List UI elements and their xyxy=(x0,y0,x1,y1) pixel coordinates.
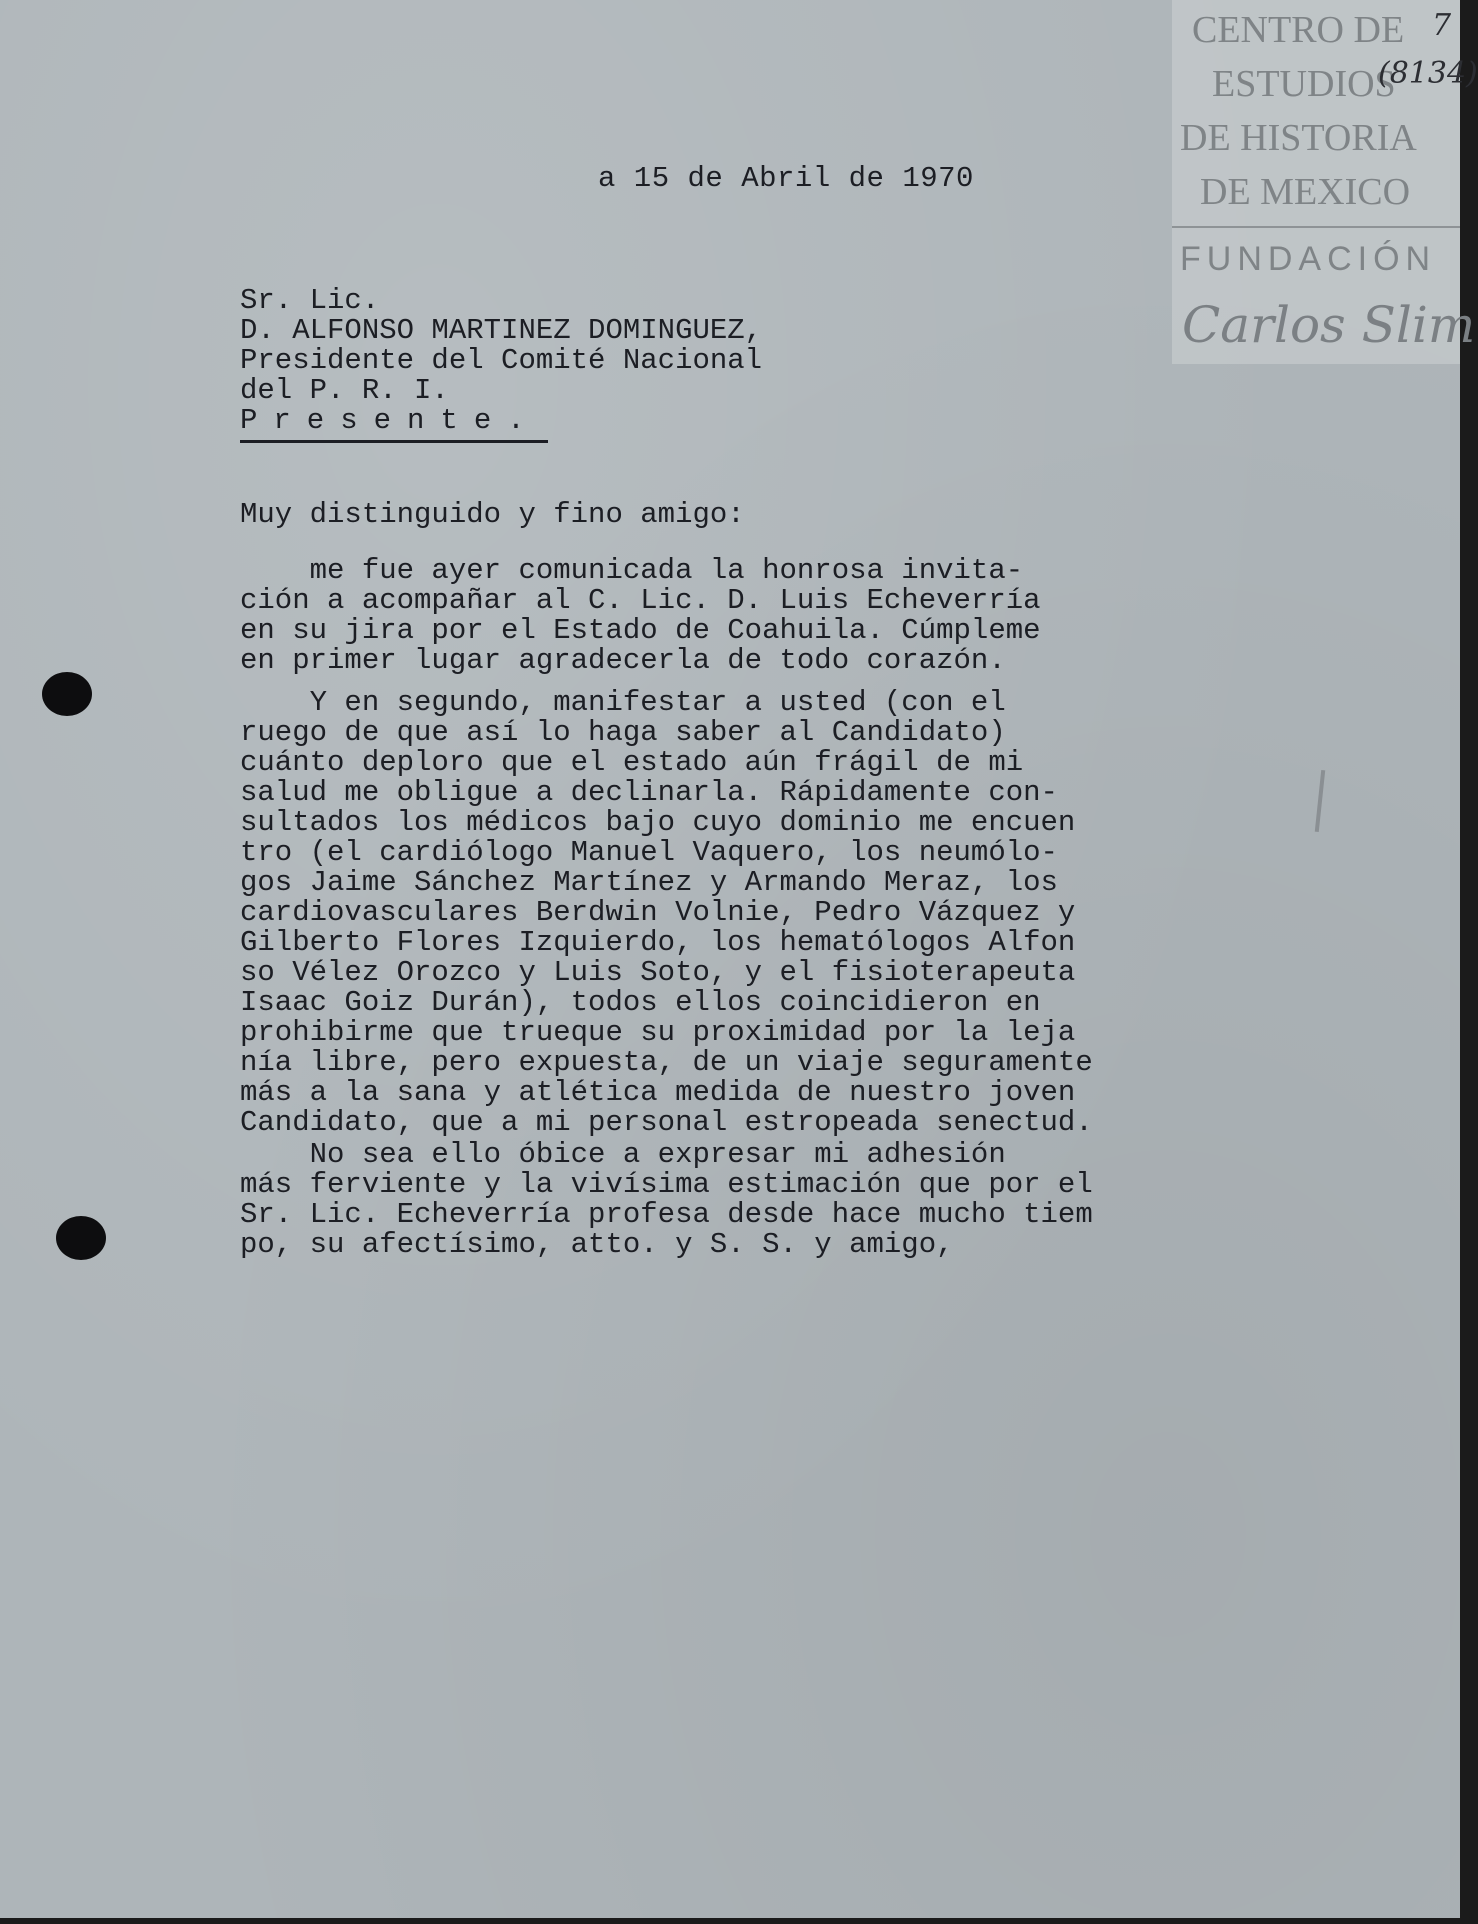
salutation: Muy distinguido y fino amigo: xyxy=(240,498,745,531)
text-line: Y en segundo, manifestar a usted (con el xyxy=(240,686,1006,719)
addressee-block xyxy=(240,286,762,436)
presente-underline xyxy=(240,440,548,443)
punch-hole xyxy=(56,1216,106,1260)
text-line: po, su afectísimo, atto. y S. S. y amigo, xyxy=(240,1228,954,1261)
stamp-foundation: FUNDACIÓN xyxy=(1180,240,1437,278)
addressee-line: Sr. Lic. xyxy=(240,284,380,317)
addressee-line: del P. R. I. xyxy=(240,374,449,407)
stamp-divider xyxy=(1172,226,1460,228)
text-line: más ferviente y la vivísima estimación que por el xyxy=(240,1168,1093,1201)
punch-hole xyxy=(42,672,92,716)
paragraph-3 xyxy=(240,1140,1093,1260)
text-line: gos Jaime Sánchez Martínez y Armando Meraz, los xyxy=(240,866,1058,899)
text-line: Candidato, que a mi personal estropeada senectud. xyxy=(240,1106,1093,1139)
stamp-line-3: DE HISTORIA xyxy=(1180,117,1417,159)
text-line: me fue ayer comunicada la honrosa invita- xyxy=(240,554,1024,587)
stamp-signature: Carlos Slim xyxy=(1182,296,1476,354)
stamp-line-1: CENTRO DE xyxy=(1192,9,1405,51)
addressee-line: D. ALFONSO MARTINEZ DOMINGUEZ, xyxy=(240,314,763,347)
text-line: sultados los médicos bajo cuyo dominio me encuen xyxy=(240,806,1076,839)
text-line: Sr. Lic. Echeverría profesa desde hace mucho tiem xyxy=(240,1198,1093,1231)
text-line: cuánto deploro que el estado aún frágil de mi xyxy=(240,746,1024,779)
text-line: tro (el cardiólogo Manuel Vaquero, los neumólo- xyxy=(240,836,1058,869)
text-line: Isaac Goiz Durán), todos ellos coincidieron en xyxy=(240,986,1041,1019)
text-line: ción a acompañar al C. Lic. D. Luis Echeverría xyxy=(240,584,1041,617)
stamp-line-4: DE MEXICO xyxy=(1200,171,1411,213)
folio-archive-number: (8134) xyxy=(1378,56,1478,91)
text-line: Gilberto Flores Izquierdo, los hematólogos Alfon xyxy=(240,926,1076,959)
archive-stamp xyxy=(1172,0,1476,364)
text-line: salud me obligue a declinarla. Rápidamente con- xyxy=(240,776,1058,809)
text-line: más a la sana y atlética medida de nuestro joven xyxy=(240,1076,1076,1109)
pencil-mark xyxy=(1315,770,1325,832)
paragraph-2 xyxy=(240,688,1093,1138)
text-line: prohibirme que trueque su proximidad por la leja xyxy=(240,1016,1076,1049)
text-line: No sea ello óbice a expresar mi adhesión xyxy=(240,1138,1006,1171)
text-line: en primer lugar agradecerla de todo corazón. xyxy=(240,644,1006,677)
paragraph-1 xyxy=(240,556,1041,676)
presente-line: Presente. xyxy=(240,404,541,437)
folio-page-number: 7 xyxy=(1432,8,1452,43)
stamp-line-2: ESTUDIOS xyxy=(1212,63,1396,105)
letter-date: a 15 de Abril de 1970 xyxy=(598,162,974,195)
addressee-line: Presidente del Comité Nacional xyxy=(240,344,763,377)
text-line: en su jira por el Estado de Coahuila. Cúmpleme xyxy=(240,614,1041,647)
text-line: nía libre, pero expuesta, de un viaje seguramente xyxy=(240,1046,1093,1079)
text-line: so Vélez Orozco y Luis Soto, y el fisioterapeuta xyxy=(240,956,1076,989)
text-line: ruego de que así lo haga saber al Candidato) xyxy=(240,716,1006,749)
text-line: cardiovasculares Berdwin Volnie, Pedro Vázquez y xyxy=(240,896,1076,929)
